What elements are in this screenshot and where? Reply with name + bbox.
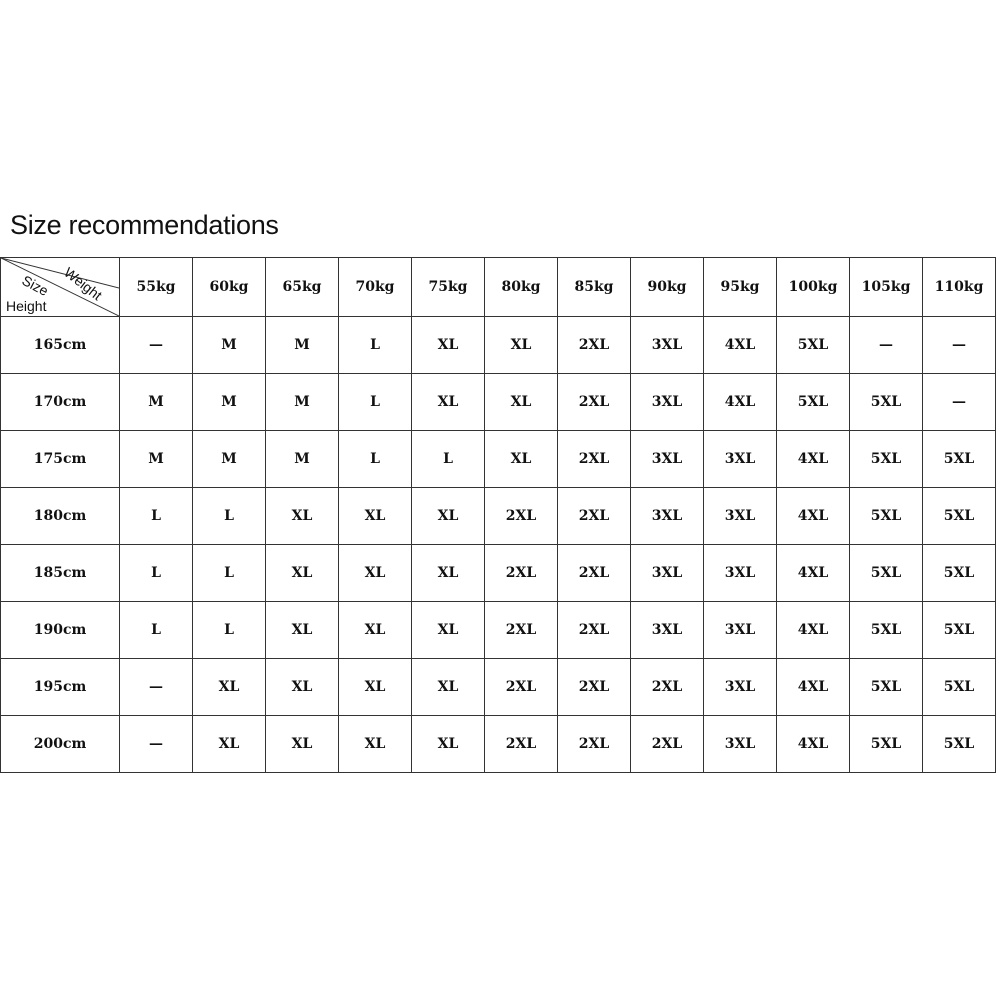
size-cell: 2XL <box>558 545 631 602</box>
weight-header-cell: 65kg <box>266 258 339 317</box>
size-cell: — <box>923 374 996 431</box>
weight-header-cell: 80kg <box>485 258 558 317</box>
height-cell: 195cm <box>1 659 120 716</box>
table-row <box>1 317 996 374</box>
size-cell: 3XL <box>631 317 704 374</box>
size-cell: 3XL <box>631 602 704 659</box>
size-cell: XL <box>339 602 412 659</box>
height-cell: 175cm <box>1 431 120 488</box>
size-cell: M <box>120 374 193 431</box>
size-cell: 4XL <box>777 431 850 488</box>
size-cell: 5XL <box>850 431 923 488</box>
size-table <box>0 257 996 773</box>
size-cell: XL <box>412 602 485 659</box>
size-cell: — <box>923 317 996 374</box>
size-cell: 3XL <box>704 545 777 602</box>
size-cell: 2XL <box>558 659 631 716</box>
table-row <box>1 716 996 773</box>
height-cell: 185cm <box>1 545 120 602</box>
size-cell: M <box>266 374 339 431</box>
weight-header-cell: 95kg <box>704 258 777 317</box>
size-cell: 5XL <box>923 602 996 659</box>
size-cell: 2XL <box>485 716 558 773</box>
size-cell: XL <box>193 716 266 773</box>
size-cell: XL <box>339 716 412 773</box>
size-cell: XL <box>485 374 558 431</box>
weight-header-cell: 70kg <box>339 258 412 317</box>
size-cell: M <box>266 431 339 488</box>
size-cell: 5XL <box>777 317 850 374</box>
weight-header-cell: 110kg <box>923 258 996 317</box>
size-cell: L <box>412 431 485 488</box>
size-cell: M <box>120 431 193 488</box>
size-cell: 4XL <box>777 488 850 545</box>
size-cell: 4XL <box>704 374 777 431</box>
size-cell: 5XL <box>777 374 850 431</box>
weight-header-cell: 75kg <box>412 258 485 317</box>
weight-header-cell: 55kg <box>120 258 193 317</box>
size-cell: 5XL <box>850 545 923 602</box>
size-cell: 2XL <box>558 431 631 488</box>
height-cell: 170cm <box>1 374 120 431</box>
size-cell: 5XL <box>850 659 923 716</box>
size-cell: M <box>193 431 266 488</box>
size-cell: 3XL <box>631 374 704 431</box>
table-row <box>1 374 996 431</box>
weight-header-cell: 85kg <box>558 258 631 317</box>
size-cell: — <box>120 317 193 374</box>
size-cell: 3XL <box>631 545 704 602</box>
height-cell: 200cm <box>1 716 120 773</box>
size-cell: XL <box>485 317 558 374</box>
size-cell: 4XL <box>777 602 850 659</box>
size-cell: 2XL <box>485 545 558 602</box>
size-cell: — <box>120 716 193 773</box>
size-cell: 2XL <box>558 716 631 773</box>
size-cell: L <box>193 488 266 545</box>
page-title: Size recommendations <box>10 210 279 240</box>
corner-cell <box>1 258 120 317</box>
size-cell: 4XL <box>704 317 777 374</box>
weight-header-cell: 100kg <box>777 258 850 317</box>
size-cell: L <box>339 317 412 374</box>
size-cell: 3XL <box>704 716 777 773</box>
size-cell: M <box>266 317 339 374</box>
size-cell: XL <box>412 488 485 545</box>
size-cell: XL <box>412 659 485 716</box>
size-cell: XL <box>266 488 339 545</box>
size-cell: 3XL <box>704 602 777 659</box>
header-row <box>1 258 996 317</box>
size-cell: 4XL <box>777 659 850 716</box>
size-cell: 5XL <box>923 659 996 716</box>
size-axis-label: Size <box>19 272 52 299</box>
size-cell: 5XL <box>850 488 923 545</box>
weight-axis-label: Weight <box>61 264 106 304</box>
size-cell: XL <box>266 716 339 773</box>
size-cell: 5XL <box>850 374 923 431</box>
size-cell: L <box>193 602 266 659</box>
weight-header-cell: 90kg <box>631 258 704 317</box>
size-cell: XL <box>266 659 339 716</box>
size-cell: 2XL <box>485 602 558 659</box>
size-cell: 2XL <box>485 659 558 716</box>
size-cell: M <box>193 374 266 431</box>
size-cell: 2XL <box>558 317 631 374</box>
size-cell: 3XL <box>631 488 704 545</box>
size-cell: XL <box>485 431 558 488</box>
size-cell: 4XL <box>777 716 850 773</box>
size-cell: 2XL <box>485 488 558 545</box>
size-cell: 2XL <box>631 716 704 773</box>
size-cell: 5XL <box>923 716 996 773</box>
size-cell: XL <box>193 659 266 716</box>
size-cell: 5XL <box>850 602 923 659</box>
size-cell: 5XL <box>923 431 996 488</box>
size-cell: XL <box>412 317 485 374</box>
size-cell: — <box>850 317 923 374</box>
size-cell: L <box>120 545 193 602</box>
weight-header-cell: 105kg <box>850 258 923 317</box>
size-cell: L <box>120 488 193 545</box>
size-cell: 3XL <box>704 659 777 716</box>
size-cell: XL <box>339 659 412 716</box>
size-cell: XL <box>266 545 339 602</box>
size-cell: 2XL <box>558 374 631 431</box>
size-cell: 4XL <box>777 545 850 602</box>
size-cell: L <box>193 545 266 602</box>
size-cell: L <box>120 602 193 659</box>
height-cell: 180cm <box>1 488 120 545</box>
size-cell: 3XL <box>704 431 777 488</box>
size-cell: 3XL <box>704 488 777 545</box>
size-cell: 3XL <box>631 431 704 488</box>
size-cell: 2XL <box>558 602 631 659</box>
weight-header-cell: 60kg <box>193 258 266 317</box>
size-cell: XL <box>266 602 339 659</box>
size-cell: L <box>339 431 412 488</box>
size-cell: 5XL <box>923 488 996 545</box>
size-cell: XL <box>339 488 412 545</box>
table-row <box>1 545 996 602</box>
size-cell: — <box>120 659 193 716</box>
table-row <box>1 431 996 488</box>
height-cell: 165cm <box>1 317 120 374</box>
size-cell: L <box>339 374 412 431</box>
size-cell: XL <box>339 545 412 602</box>
size-cell: M <box>193 317 266 374</box>
table-row <box>1 488 996 545</box>
height-axis-label: Height <box>6 298 47 314</box>
height-cell: 190cm <box>1 602 120 659</box>
size-cell: XL <box>412 374 485 431</box>
table-row <box>1 602 996 659</box>
size-cell: 2XL <box>631 659 704 716</box>
size-cell: 5XL <box>850 716 923 773</box>
table-row <box>1 659 996 716</box>
size-cell: 5XL <box>923 545 996 602</box>
size-cell: XL <box>412 545 485 602</box>
size-cell: 2XL <box>558 488 631 545</box>
size-cell: XL <box>412 716 485 773</box>
